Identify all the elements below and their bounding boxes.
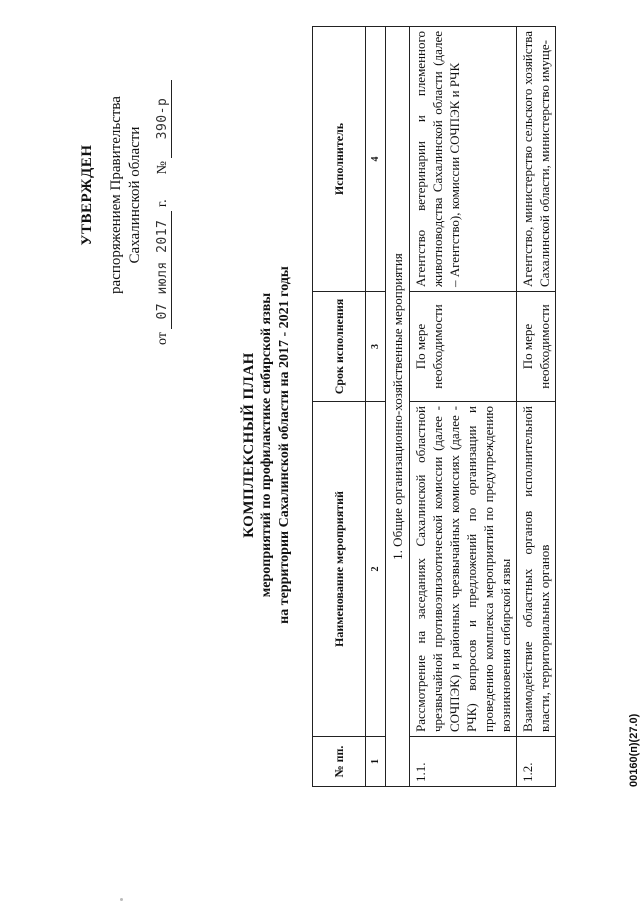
title-line-2: мероприятий по профилактике сибирской язвы <box>259 292 274 598</box>
row-executor: Агентство ветеринарии и племенного животноводства Сахалинской области (далее – Агентство), комиссии СОЧПЭК и РЧК <box>410 27 517 292</box>
document-title <box>240 195 294 695</box>
section-title: 1. Общие организационно-хозяйственные мероприятия <box>386 27 410 787</box>
approval-line-2: Сахалинской области <box>127 126 143 264</box>
row-term: По мере необходимости <box>517 292 556 402</box>
column-number-row <box>366 27 386 787</box>
date-value: 07 июля 2017 <box>155 211 172 329</box>
document-code: 00160(п)(27.0) <box>628 713 640 787</box>
approved-label: УТВЕРЖДЕН <box>79 144 95 246</box>
table-row <box>517 27 556 787</box>
table-row <box>410 27 517 787</box>
row-name: Рассмотрение на заседаниях Сахалинской областной чрезвычайной противоэпизоотической комиссии (далее - СОЧПЭК) и районных чрезвычайных комиссиях (далее - РЧК) вопросов и предложений по организации и проведению комплекса мероприятий по предупреждению возникновения сибирской язвы <box>410 402 517 737</box>
row-number: 1.2. <box>517 737 556 787</box>
approval-block <box>78 45 172 345</box>
header-term: Срок исполнения <box>313 292 366 402</box>
plan-table <box>312 27 632 787</box>
header-row <box>313 27 366 787</box>
title-line-1: КОМПЛЕКСНЫЙ ПЛАН <box>241 352 257 538</box>
approval-date-line <box>153 45 172 345</box>
row-name: Взаимодействие областных органов исполнительной власти, территориальных органов <box>517 402 556 737</box>
scan-speck <box>120 898 123 901</box>
number-value: 390-р <box>155 80 172 158</box>
row-number: 1.1. <box>410 737 517 787</box>
year-suffix: г. <box>155 199 170 208</box>
column-number: 4 <box>366 27 386 292</box>
header-name: Наименование мероприятий <box>313 402 366 737</box>
column-number: 2 <box>366 402 386 737</box>
number-label: № <box>155 161 170 175</box>
column-number: 1 <box>366 737 386 787</box>
section-row <box>386 27 410 787</box>
header-executor: Исполнитель <box>313 27 366 292</box>
row-executor: Агентство, министерство сельского хозяйства Сахалинской области, министерство имуще- <box>517 27 556 292</box>
row-term: По мере необходимости <box>410 292 517 402</box>
column-number: 3 <box>366 292 386 402</box>
title-line-3: на территории Сахалинской области на 2017 - 2021 годы <box>277 266 292 624</box>
from-label: от <box>155 332 170 345</box>
header-num: № пп. <box>313 737 366 787</box>
approval-line-1: распоряжением Правительства <box>108 96 124 294</box>
